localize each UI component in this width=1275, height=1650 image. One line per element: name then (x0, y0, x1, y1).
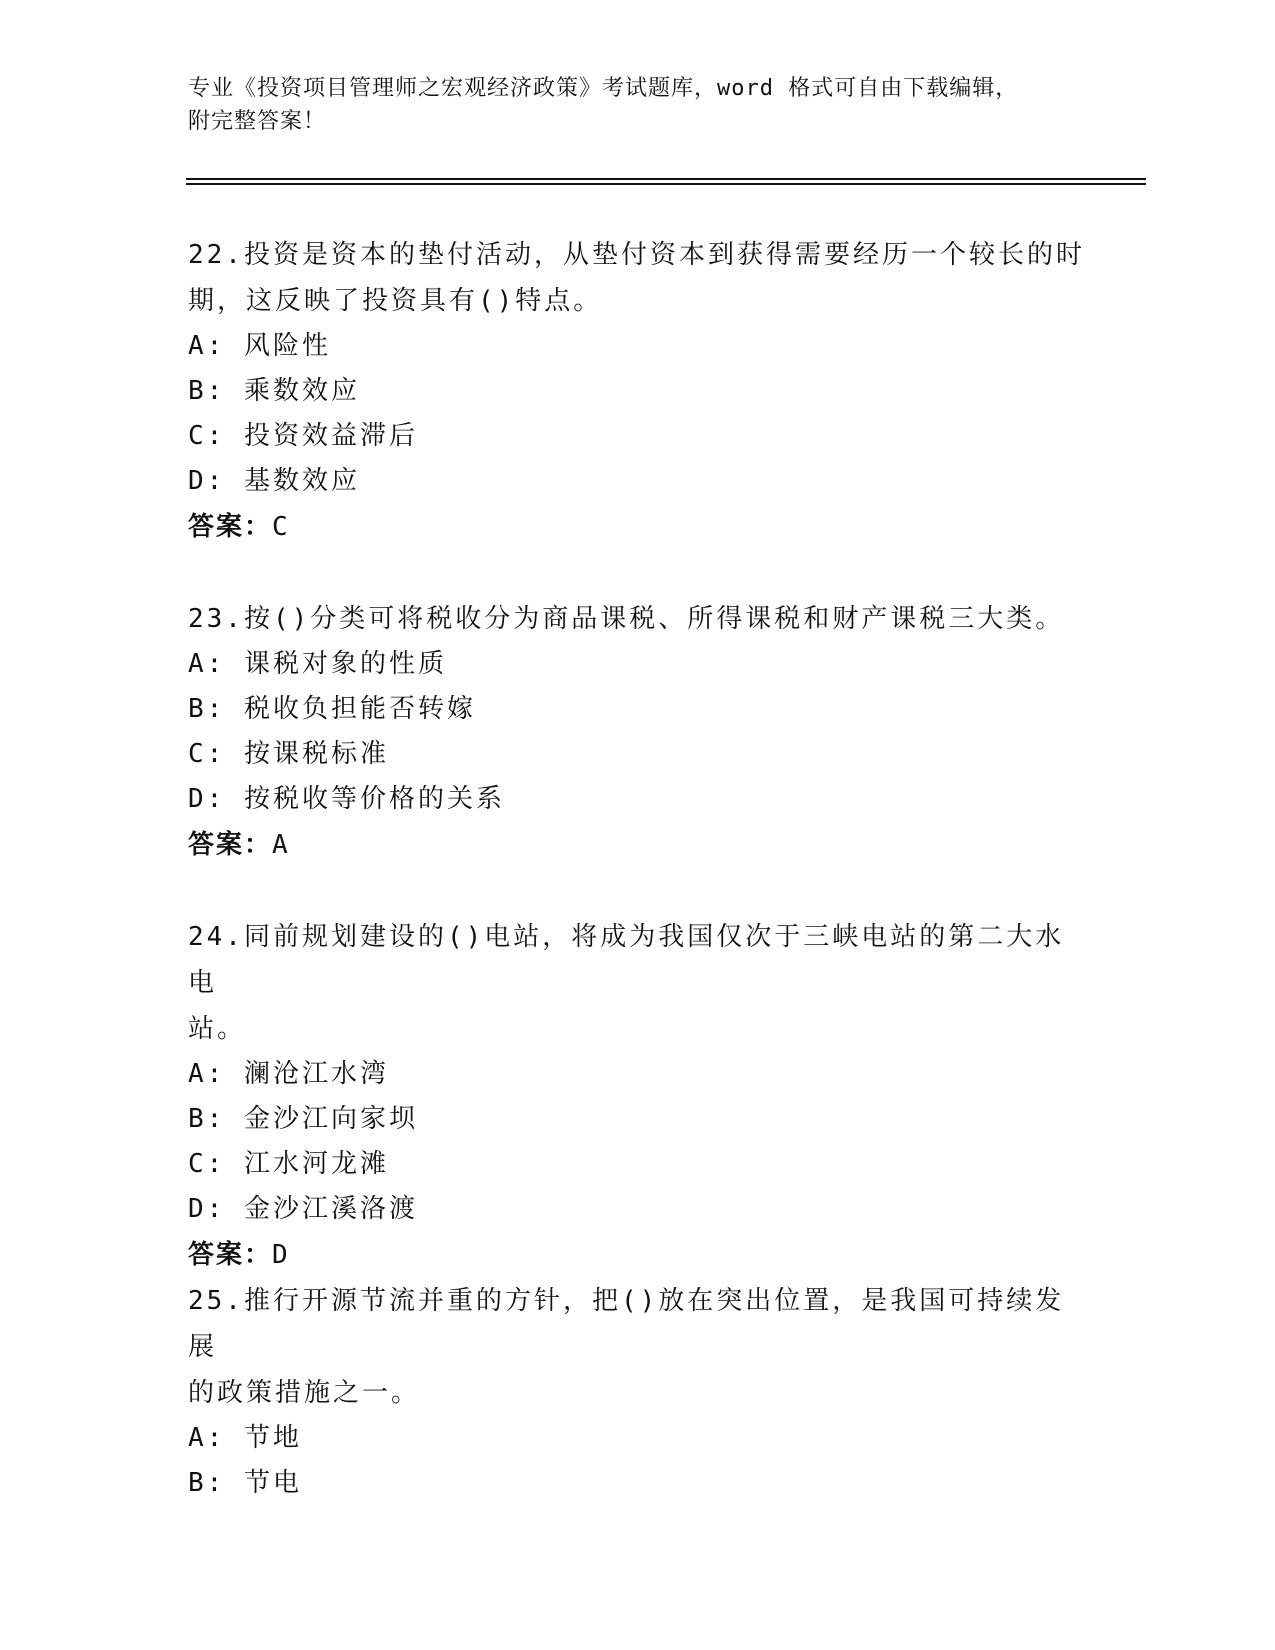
option-c: C: 按课税标准 (188, 739, 389, 769)
question-stem-line: 的政策措施之一。 (188, 1378, 421, 1408)
option-c: C: 江水河龙滩 (188, 1149, 389, 1179)
option-a: A: 澜沧江水湾 (188, 1059, 389, 1089)
option-b: B: 金沙江向家坝 (188, 1104, 418, 1134)
question-stem-line: 24.同前规划建设的()电站，将成为我国仅次于三峡电站的第二大水电 (188, 922, 1065, 998)
question-25 (188, 1278, 1088, 1506)
question-24 (188, 914, 1088, 1278)
answer-line (188, 1232, 1088, 1278)
intro-line-1: 专业《投资项目管理师之宏观经济政策》考试题库，word 格式可自由下载编辑， (188, 76, 1019, 101)
option-b: B: 乘数效应 (188, 376, 360, 406)
option-d: D: 按税收等价格的关系 (188, 784, 505, 814)
option-a: A: 课税对象的性质 (188, 649, 447, 679)
question-stem-line: 站。 (188, 1014, 247, 1044)
answer-label: 答案： (188, 512, 273, 542)
question-22 (188, 232, 1088, 550)
answer-value: D (272, 1240, 290, 1270)
option-a: A: 风险性 (188, 331, 331, 361)
answer-line (188, 822, 1088, 868)
question-stem-line: 期，这反映了投资具有()特点。 (188, 286, 603, 316)
document-intro (188, 72, 1088, 138)
question-stem-line: 23.按()分类可将税收分为商品课税、所得课税和财产课税三大类。 (188, 604, 1065, 634)
question-23 (188, 596, 1088, 868)
header-divider-top (186, 178, 1146, 180)
option-d: D: 基数效应 (188, 466, 360, 496)
option-a: A: 节地 (188, 1423, 302, 1453)
header-divider-bottom (186, 183, 1146, 185)
option-d: D: 金沙江溪洛渡 (188, 1194, 418, 1224)
option-c: C: 投资效益滞后 (188, 421, 418, 451)
option-b: B: 节电 (188, 1468, 302, 1498)
answer-value: C (272, 512, 290, 542)
question-stem-line: 25.推行开源节流并重的方针，把()放在突出位置，是我国可持续发展 (188, 1286, 1065, 1362)
answer-label: 答案： (188, 1240, 273, 1270)
answer-value: A (272, 830, 290, 860)
answer-label: 答案： (188, 830, 273, 860)
answer-line (188, 504, 1088, 550)
question-stem-line: 22.投资是资本的垫付活动，从垫付资本到获得需要经历一个较长的时 (188, 240, 1085, 270)
intro-line-2: 附完整答案！ (188, 109, 327, 134)
option-b: B: 税收负担能否转嫁 (188, 694, 476, 724)
